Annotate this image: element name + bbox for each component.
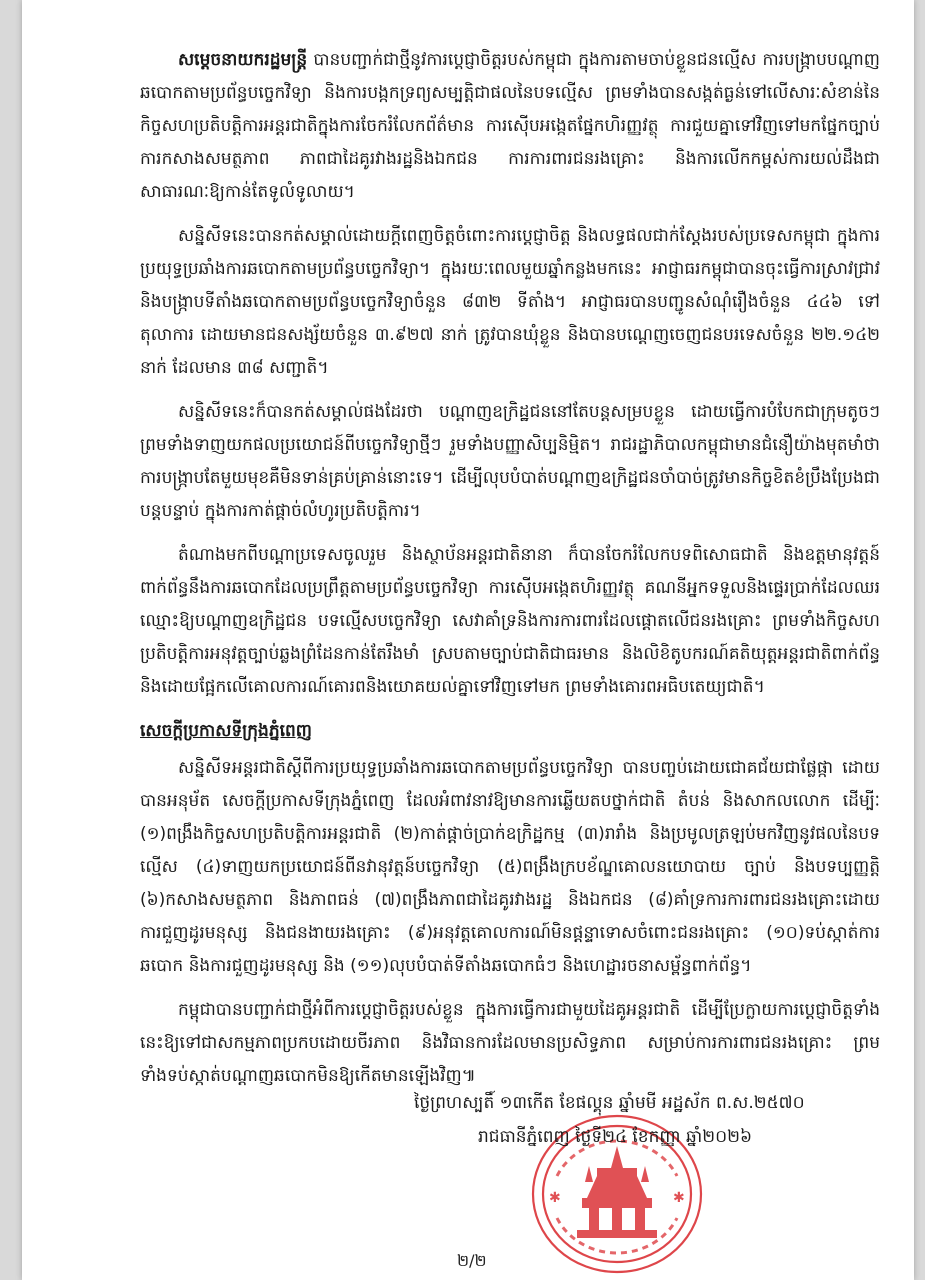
paragraph-2: សន្និសីទនេះបានកត់សម្គាល់ដោយក្តីពេញចិត្តចំពោះការប្តេជ្ញាចិត្ត និងលទ្ធផលជាក់ស្តែងរបស់ប្រទេសកម្ពុជា ក្នុងការប្រយុទ្ធប្រឆាំងការឆបោកតាមប្រព័ន្ធបច្ចេកវិទ្យា។ ក្នុងរយៈពេលមួយឆ្នាំកន្លងមកនេះ អាជ្ញាធរកម្ពុជាបានចុះធ្វើការស្រាវជ្រាវ និងបង្ក្រាបទីតាំងឆបោកតាមប្រព័ន្ធបច្ចេកវិទ្យាចំនួន ៨៣២ ទីតាំង។ អាជ្ញាធរបានបញ្ជូនសំណុំរឿងចំនួន ៤៤៦ ទៅតុលាការ ដោយមានជនសង្ស័យចំនួន ៣.៩២៧ នាក់ ត្រូវបានឃុំខ្លួន និងបានបណ្តេញចេញជនបរទេសចំនួន ២២.១៤២ នាក់ ដែលមាន ៣៨ សញ្ជាតិ។: [140, 226, 880, 378]
paragraph-1: [140, 44, 880, 209]
svg-text:✱: ✱: [673, 1190, 685, 1206]
section-heading: សេចក្តីប្រកាសទីក្រុងភ្នំពេញ: [140, 721, 312, 741]
document-page: [22, 0, 914, 1280]
lunar-date-line: ថ្ងៃព្រហស្បតិ៍ ១៣កើត ខែផល្គុន ឆ្នាំមមី អដ្ឋស័ក ព.ស.២៥៧០: [414, 1093, 805, 1113]
paragraph-3: សន្និសីទនេះក៏បានកត់សម្គាល់ផងដែរថា បណ្តាញឧក្រិដ្ឋជននៅតែបន្តសម្របខ្លួន ដោយធ្វើការបំបែកជាក្រុមតូចៗ ព្រមទាំងទាញយកផលប្រយោជន៍ពីបច្ចេកវិទ្យាថ្មីៗ រួមទាំងបញ្ញាសិប្បនិម្មិត។ រាជរដ្ឋាភិបាលកម្ពុជាមានជំនឿយ៉ាងមុតមាំថា ការបង្ក្រាបតែមួយមុខគឺមិនទាន់គ្រប់គ្រាន់នោះទេ។ ដើម្បីលុបបំបាត់បណ្តាញឧក្រិដ្ឋជនចាំបាច់ត្រូវមានកិច្ចខិតខំប្រឹងប្រែងជាបន្តបន្ទាប់ ក្នុងការកាត់ផ្តាច់លំហូរប្រតិបត្តិការ។: [140, 402, 880, 521]
paragraph-1-lead: សម្តេចនាយករដ្ឋមន្ត្រី: [178, 50, 308, 70]
paragraph-6: កម្ពុជាបានបញ្ជាក់ជាថ្មីអំពីការប្តេជ្ញាចិត្តរបស់ខ្លួន ក្នុងការធ្វើការជាមួយដៃគូអន្តរជាតិ ដើម្បីប្រែក្លាយការប្តេជ្ញាចិត្តទាំងនេះឱ្យទៅជាសកម្មភាពប្រកបដោយចីរភាព និងវិធានការដែលមានប្រសិទ្ធភាព សម្រាប់ការការពារជនរងគ្រោះ ព្រមទាំងទប់ស្កាត់បណ្តាញឆបោកមិនឱ្យកើតមានឡើងវិញ៕: [140, 1000, 880, 1086]
paragraph-1-text: បានបញ្ជាក់ជាថ្មីនូវការប្តេជ្ញាចិត្តរបស់កម្ពុជា ក្នុងការតាមចាប់ខ្លួនជនល្មើស ការបង្ក្រាបបណ្តាញឆបោកតាមប្រព័ន្ធបច្ចេកវិទ្យា និងការបង្កកទ្រព្យសម្បត្តិជាផលនៃបទល្មើស ព្រមទាំងបានសង្កត់ធ្ងន់ទៅលើសារៈសំខាន់នៃកិច្ចសហប្រតិបត្តិការអន្តរជាតិក្នុងការចែករំលែកព័ត៌មាន ការស៊ើបអង្កេតផ្នែកហិរញ្ញវត្ថុ ការជួយគ្នាទៅវិញទៅមកផ្នែកច្បាប់ ការកសាងសមត្ថភាព ភាពជាដៃគូរវាងរដ្ឋនិងឯកជន ការការពារជនរងគ្រោះ និងការលើកកម្ពស់ការយល់ដឹងជាសាធារណៈឱ្យកាន់តែទូលំទូលាយ។: [140, 50, 880, 202]
svg-text:✱: ✱: [549, 1190, 561, 1206]
date-block: [414, 1086, 894, 1154]
page-number: ២/២: [457, 1251, 487, 1270]
paragraph-5: សន្និសីទអន្តរជាតិស្តីពីការប្រយុទ្ធប្រឆាំងការឆបោកតាមប្រព័ន្ធបច្ចេកវិទ្យា បានបញ្ចប់ដោយជោគជ័យជាផ្លែផ្កា ដោយបានអនុម័ត សេចក្តីប្រកាសទីក្រុងភ្នំពេញ ដែលអំពាវនាវឱ្យមានការឆ្លើយតបថ្នាក់ជាតិ តំបន់ និងសាកលលោក ដើម្បីៈ (១)ពង្រឹងកិច្ចសហប្រតិបត្តិការអន្តរជាតិ (២)កាត់ផ្តាច់ប្រាក់ឧក្រិដ្ឋកម្ម (៣)រារាំង និងប្រមូលត្រឡប់មកវិញនូវផលនៃបទល្មើស (៤)ទាញយកប្រយោជន៍ពីនវានុវត្តន៍បច្ចេកវិទ្យា (៥)ពង្រឹងក្របខ័ណ្ឌគោលនយោបាយ ច្បាប់ និងបទប្បញ្ញត្តិ (៦)កសាងសមត្ថភាព និងភាពធន់ (៧)ពង្រឹងភាពជាដៃគូរវាងរដ្ឋ និងឯកជន (៨)គាំទ្រការការពារជនរងគ្រោះដោយការជួញដូរមនុស្ស និងជនងាយរងគ្រោះ (៩)អនុវត្តគោលការណ៍មិនផ្តន្ទាទោសចំពោះជនរងគ្រោះ (១០)ទប់ស្កាត់ការឆបោក និងការជួញដូរមនុស្ស និង (១១)លុបបំបាត់ទីតាំងឆបោកធំៗ និងហេដ្ឋារចនាសម្ព័ន្ធពាក់ព័ន្ធ។: [140, 758, 880, 976]
solar-date-line: រាជធានីភ្នំពេញ ថ្ងៃទី២៤ ខែកញ្ញា ឆ្នាំ២០២៦: [478, 1127, 753, 1147]
paragraph-4: តំណាងមកពីបណ្តាប្រទេសចូលរួម និងស្ថាប័នអន្តរជាតិនានា ក៏បានចែករំលែកបទពិសោធជាតិ និងឧត្តមានុវត្តន៍ ពាក់ព័ន្ធនឹងការឆបោកដែលប្រព្រឹត្តតាមប្រព័ន្ធបច្ចេកវិទ្យា ការស៊ើបអង្កេតហិរញ្ញវត្ថុ គណនីអ្នកទទួលនិងផ្ទេរប្រាក់ដែលឈរឈ្មោះឱ្យបណ្តាញឧក្រិដ្ឋជន បទល្មើសបច្ចេកវិទ្យា សេវាគាំទ្រនិងការការពារដែលផ្តោតលើជនរងគ្រោះ ព្រមទាំងកិច្ចសហប្រតិបត្តិការអនុវត្តច្បាប់ឆ្លងព្រំដែនកាន់តែរឹងមាំ ស្របតាមច្បាប់ជាតិជាធរមាន និងលិខិតូបករណ៍គតិយុត្តអន្តរជាតិពាក់ព័ន្ធ និងដោយផ្អែកលើគោលការណ៍គោរពនិងយោគយល់គ្នាទៅវិញទៅមក ព្រមទាំងគោរពអធិបតេយ្យជាតិ។: [140, 545, 880, 697]
document-body: [140, 44, 880, 1104]
